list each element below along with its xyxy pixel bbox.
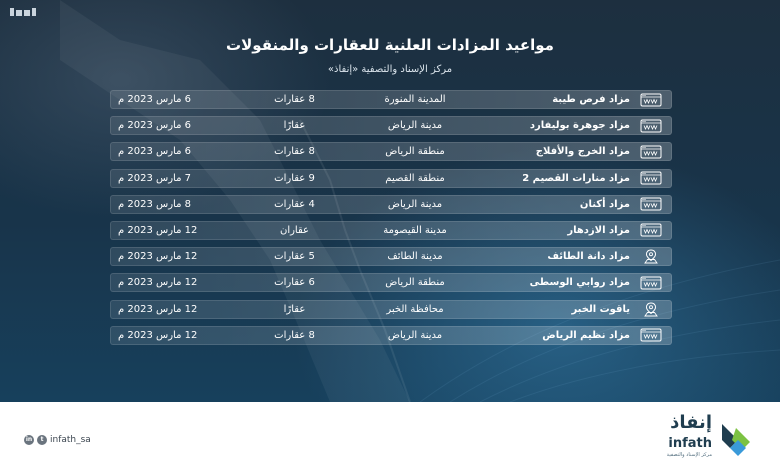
auction-city: مدينة الطائف [387, 251, 443, 263]
web-icon [640, 92, 662, 107]
auction-date: 12 مارس 2023 م [118, 329, 198, 341]
auction-row [110, 116, 672, 135]
auction-property-count: 8 عقارات [274, 146, 315, 158]
auction-row [110, 90, 672, 109]
auction-date: 6 مارس 2023 م [118, 94, 191, 105]
auction-name: مزاد جوهرة بوليفارد [529, 120, 630, 132]
web-icon [640, 197, 662, 212]
auction-name: مزاد دانة الطائف [547, 251, 630, 263]
auction-city: محافظة الخبر [386, 303, 444, 315]
auction-property-count: عقارًا [283, 120, 306, 132]
auction-name: ياقوت الخبر [571, 303, 630, 315]
auction-property-count: 4 عقارات [274, 198, 315, 210]
auction-date: 12 مارس 2023 م [118, 277, 198, 289]
footer [0, 402, 780, 470]
auction-name: مزاد فرص طيبة [552, 94, 630, 105]
auction-row [110, 300, 672, 319]
auction-city: مدينة الرياض [387, 329, 443, 341]
auction-property-count: عقاران [279, 224, 310, 236]
web-icon [640, 118, 662, 133]
auction-date: 12 مارس 2023 م [118, 303, 198, 315]
twitter-icon[interactable]: t [37, 435, 47, 445]
brand-subtitle: مركز الإسناد والتصفية [666, 452, 712, 458]
location-pin-icon [640, 302, 662, 317]
brand-name-english: infath [668, 436, 712, 451]
auction-city: منطقة الرياض [385, 146, 445, 158]
auction-property-count: 5 عقارات [274, 251, 315, 263]
auction-list [110, 90, 672, 352]
auction-row [110, 142, 672, 161]
web-icon [640, 223, 662, 238]
web-icon [640, 171, 662, 186]
web-icon [640, 328, 662, 343]
auction-row [110, 195, 672, 214]
auction-property-count: 6 عقارات [274, 277, 315, 289]
brand-logo [642, 412, 752, 464]
auction-date: 7 مارس 2023 م [118, 172, 191, 184]
auction-date: 8 مارس 2023 م [118, 198, 191, 210]
web-icon [640, 144, 662, 159]
auction-date: 12 مارس 2023 م [118, 224, 198, 236]
auction-city: مدينة القيصومة [383, 224, 447, 236]
page-title: مواعيد المزادات العلنية للعقارات والمنقولات [226, 36, 554, 54]
page-subtitle: مركز الإسناد والتصفية «إنفاذ» [327, 64, 453, 75]
auction-row [110, 169, 672, 188]
auction-name: مزاد روابي الوسطى [529, 277, 630, 289]
auction-name: مزاد الازدهار [567, 224, 630, 236]
auction-city: المدينة المنورة [384, 94, 446, 105]
auction-city: منطقة الرياض [385, 277, 445, 289]
auction-row [110, 247, 672, 266]
social-handle[interactable]: infath_sa [50, 435, 91, 445]
brand-name-arabic: إنفاذ [670, 412, 712, 433]
auction-property-count: عقارًا [283, 303, 306, 315]
auction-row [110, 273, 672, 292]
auction-date: 6 مارس 2023 م [118, 120, 191, 132]
auction-city: منطقة القصيم [385, 172, 445, 184]
auction-city: مدينة الرياض [387, 198, 443, 210]
auction-row [110, 221, 672, 240]
auction-property-count: 8 عقارات [274, 94, 315, 105]
auction-row [110, 326, 672, 345]
government-logo [10, 6, 38, 18]
auction-city: مدينة الرياض [387, 120, 443, 132]
auction-name: مزاد الخرج والأفلاج [535, 146, 630, 158]
infath-mark-icon [716, 420, 752, 460]
web-icon [640, 275, 662, 290]
auction-property-count: 9 عقارات [274, 172, 315, 184]
auction-date: 6 مارس 2023 م [118, 146, 191, 158]
auction-name: مزاد أكنان [579, 198, 630, 210]
linkedin-icon[interactable]: in [25, 436, 33, 443]
auction-name: مزاد نظيم الرياض [542, 329, 630, 341]
auction-date: 12 مارس 2023 م [118, 251, 198, 263]
location-pin-icon [640, 249, 662, 264]
auction-property-count: 8 عقارات [274, 329, 315, 341]
auction-name: مزاد منارات القصيم 2 [522, 172, 630, 184]
social-links [24, 435, 91, 445]
